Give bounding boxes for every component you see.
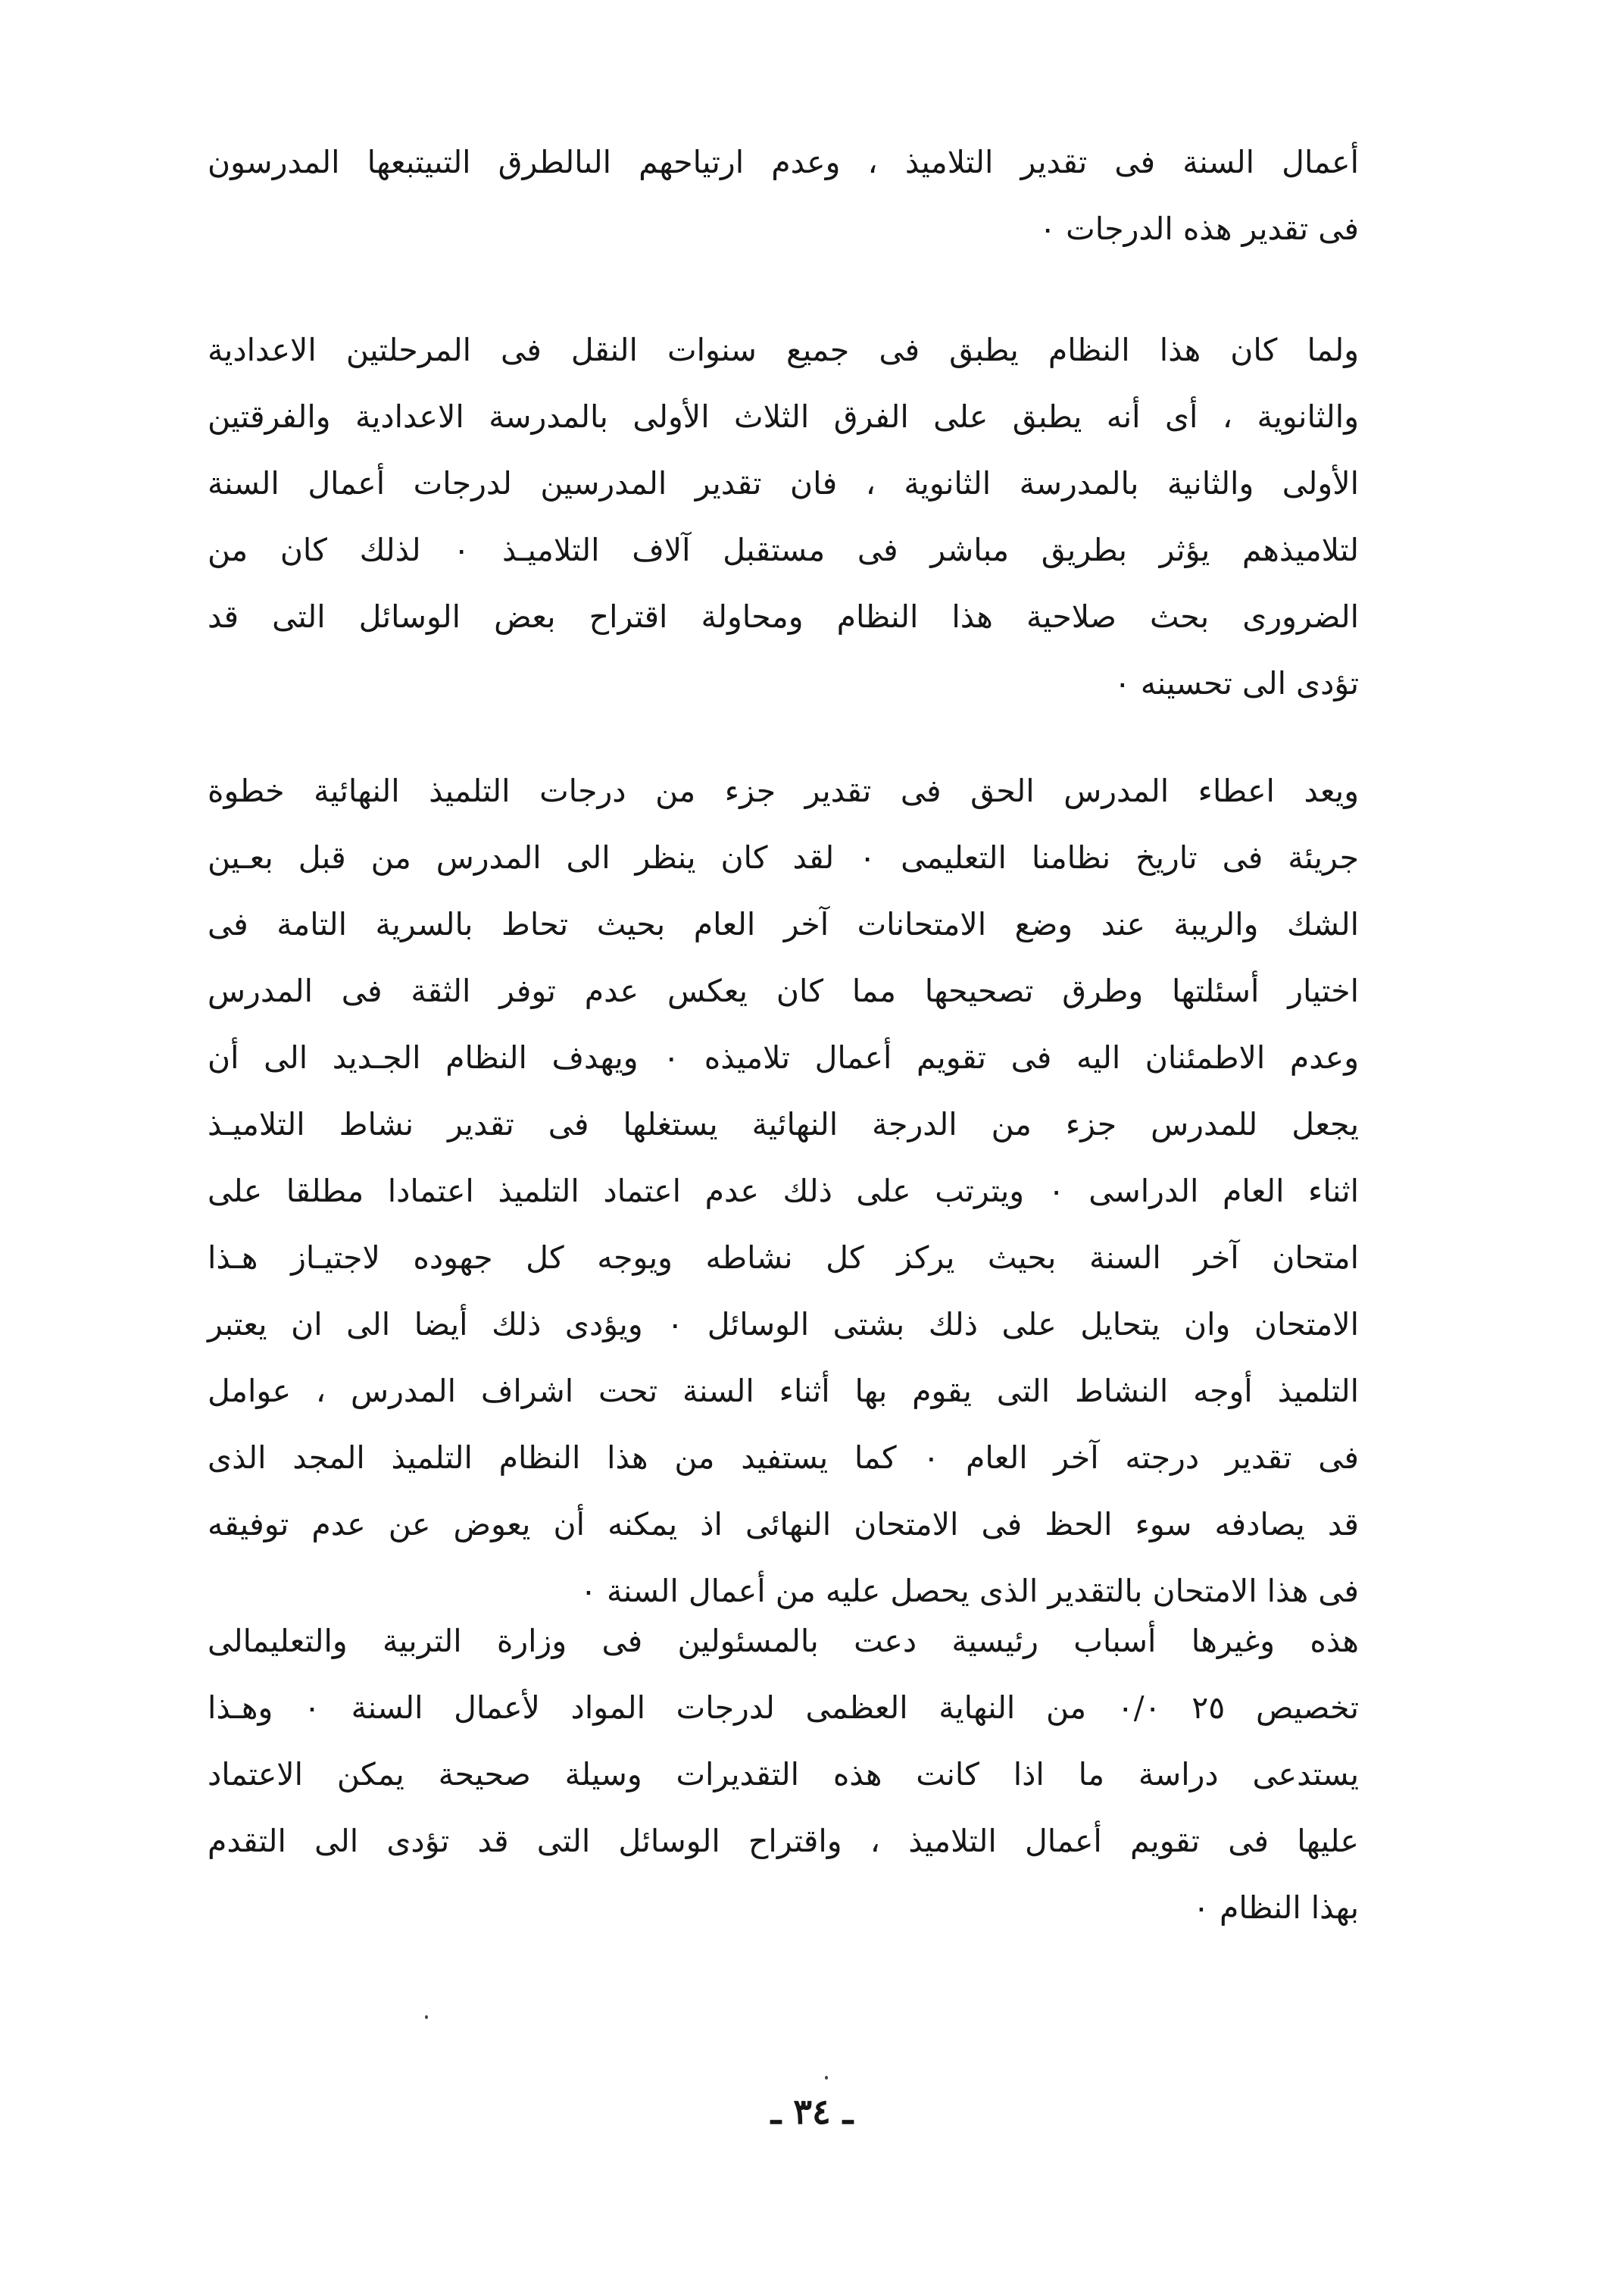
page-number: ـ ٣٤ ـ (770, 2091, 854, 2132)
text-line: يجعل للمدرس جزء من الدرجة النهائية يستغلها فى تقدير نشاط التلاميـذ (208, 1106, 1359, 1142)
text-line: لتلاميذهم يؤثر بطريق مباشر فى مستقبل آلاف التلاميـذ ٠ لذلك كان من (208, 532, 1359, 568)
text-line: فى هذا الامتحان بالتقدير الذى يحصل عليه من أعمال السنة ٠ (579, 1573, 1359, 1609)
text-line: يستدعى دراسة ما اذا كانت هذه التقديرات وسيلة صحيحة يمكن الاعتماد (208, 1756, 1359, 1792)
text-line: اختيار أسئلتها وطرق تصحيحها مما كان يعكس عدم توفر الثقة فى المدرس (208, 973, 1359, 1009)
text-line: فى تقدير درجته آخر العام ٠ كما يستفيد من هذا النظام التلميذ المجد الذى (208, 1439, 1359, 1476)
text-line: جريئة فى تاريخ نظامنا التعليمى ٠ لقد كان ينظر الى المدرس من قبل بعـين (208, 839, 1359, 876)
text-line: ولما كان هذا النظام يطبق فى جميع سنوات النقل فى المرحلتين الاعدادية (208, 332, 1359, 368)
text-line: تخصيص ٢٥ ٠/٠ من النهاية العظمى لدرجات المواد لأعمال السنة ٠ وهـذا (208, 1689, 1359, 1726)
text-line: هذه وغيرها أسباب رئيسية دعت بالمسئولين فى وزارة التربية والتعليمالى (208, 1623, 1359, 1659)
text-line: اثناء العام الدراسى ٠ ويترتب على ذلك عدم اعتماد التلميذ اعتمادا مطلقا على (208, 1173, 1359, 1209)
text-line: ويعد اعطاء المدرس الحق فى تقدير جزء من درجات التلميذ النهائية خطوة (208, 773, 1359, 809)
text-line: وعدم الاطمئنان اليه فى تقويم أعمال تلاميذه ٠ ويهدف النظام الجـديد الى أن (208, 1039, 1359, 1076)
scan-speck (825, 2076, 828, 2080)
text-line: التلميذ أوجه النشاط التى يقوم بها أثناء السنة تحت اشراف المدرس ، عوامل (208, 1373, 1359, 1409)
text-line: بهذا النظام ٠ (1192, 1889, 1359, 1926)
text-line: الشك والريبة عند وضع الامتحانات آخر العام بحيث تحاط بالسرية التامة فى (208, 906, 1359, 942)
text-line: عليها فى تقويم أعمال التلاميذ ، واقتراح الوسائل التى قد تؤدى الى التقدم (208, 1823, 1359, 1859)
paragraph-4 (208, 1608, 1359, 1941)
text-line: فى تقدير هذه الدرجات ٠ (1039, 211, 1359, 247)
text-line: الضرورى بحث صلاحية هذا النظام ومحاولة اقتراح بعض الوسائل التى قد (208, 599, 1359, 635)
text-line: أعمال السنة فى تقدير التلاميذ ، وعدم ارتياحهم الىالطرق التىيتبعها المدرسون (208, 144, 1359, 180)
text-line: الامتحان وان يتحايل على ذلك بشتى الوسائل ٠ ويؤدى ذلك أيضا الى ان يعتبر (208, 1306, 1360, 1342)
paragraph-1 (208, 129, 1359, 262)
text-line: قد يصادفه سوء الحظ فى الامتحان النهائى اذ يمكنه أن يعوض عن عدم توفيقه (208, 1506, 1359, 1542)
text-line: الأولى والثانية بالمدرسة الثانوية ، فان تقدير المدرسين لدرجات أعمال السنة (208, 465, 1359, 502)
paragraph-2 (208, 317, 1359, 717)
text-line: والثانوية ، أى أنه يطبق على الفرق الثلاث الأولى بالمدرسة الاعدادية والفرقتين (208, 399, 1359, 435)
scan-speck (425, 2015, 428, 2019)
text-line: تؤدى الى تحسينه ٠ (1113, 665, 1359, 702)
paragraph-3 (208, 758, 1359, 1624)
text-line: امتحان آخر السنة بحيث يركز كل نشاطه ويوجه كل جهوده لاجتيـاز هـذا (208, 1239, 1359, 1276)
